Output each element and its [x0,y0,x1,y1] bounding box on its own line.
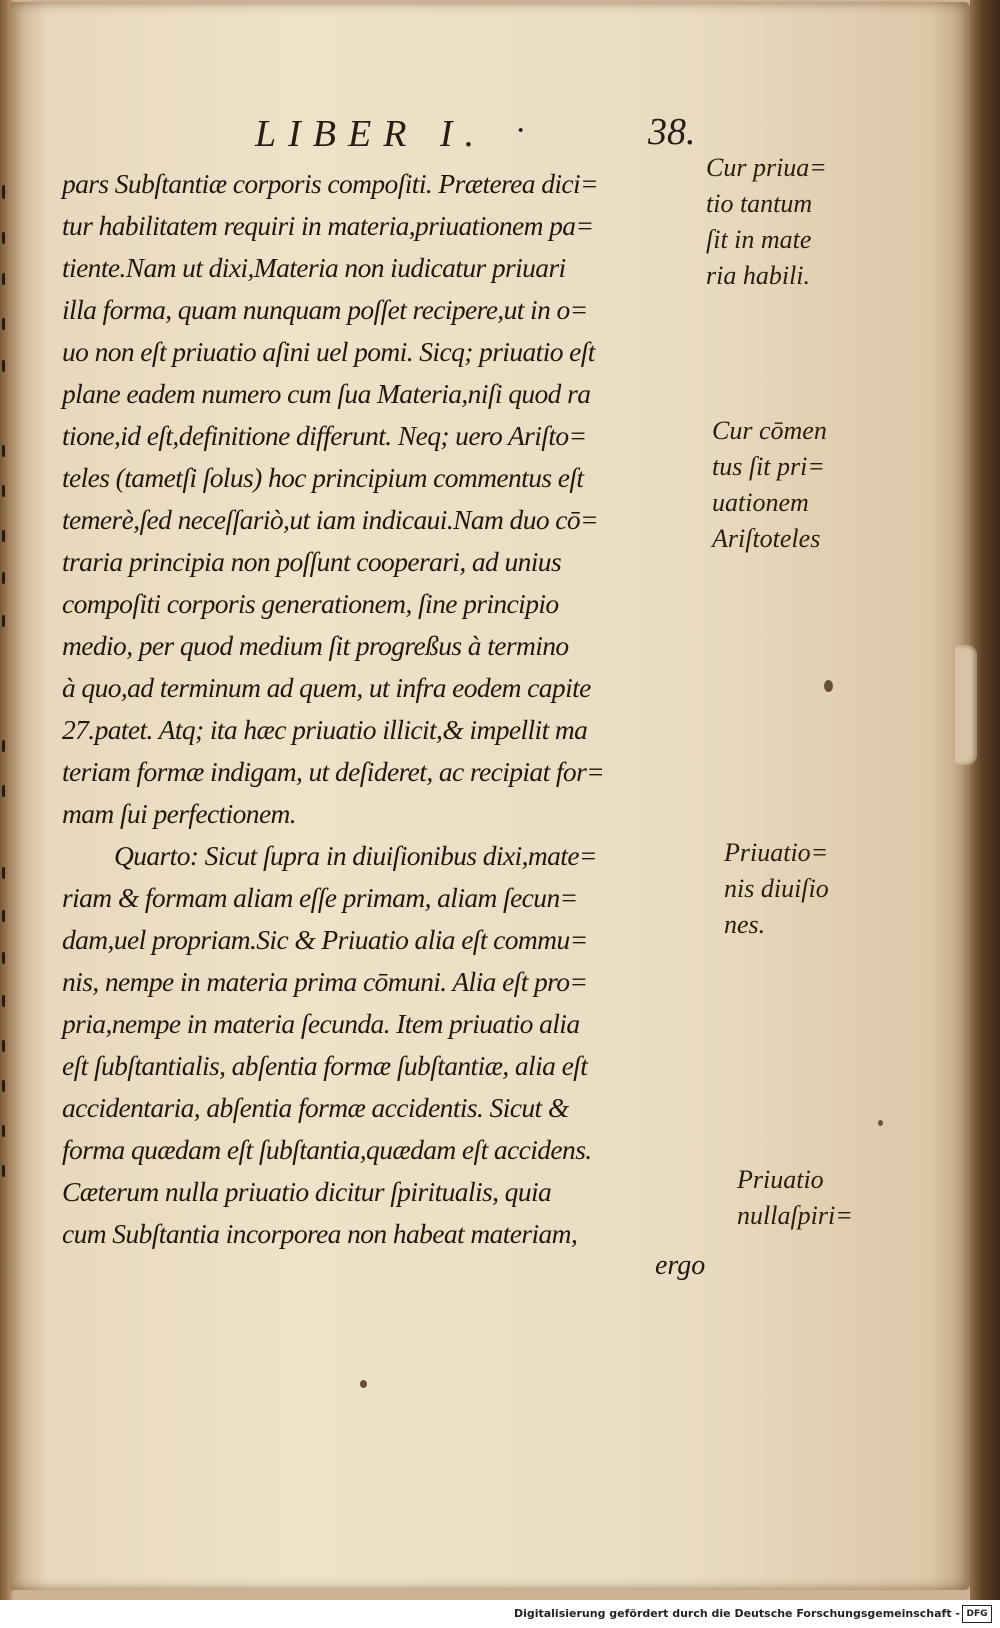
text-line: pars Subſtantiæ corporis compoſiti. Præterea dici= [62,168,599,199]
margin-note [706,150,827,294]
margin-note-line: Priuatio= [724,838,829,867]
margin-note-line: nes. [724,910,766,939]
margin-note-line: Cur cōmen [712,416,827,445]
running-title: LIBER I. [255,113,487,155]
text-line: nis, nempe in materia prima cōmuni. Alia eſt pro= [62,966,588,997]
gutter-mark [2,360,5,372]
book-edge [970,0,1000,1600]
footer-credit: Digitalisierung gefördert durch die Deutsche Forschungsgemeinschaft - [513,1607,960,1620]
margin-note-line: Priuatio [737,1165,824,1194]
text-line: accidentaria, abſentia formæ accidentis. Sicut & [62,1092,569,1123]
main-text-block [62,163,712,1255]
folio-number: 38. [648,111,696,153]
gutter-mark [2,1125,5,1137]
running-head [255,112,695,162]
gutter-mark [2,445,5,457]
ink-speck [824,680,833,692]
margin-note-line: uationem [712,488,809,517]
text-line: teles (tametſi ſolus) hoc principium commentus eſt [62,462,584,493]
margin-note-line: tus ſit pri= [712,452,825,481]
text-line: eſt ſubſtantialis, abſentia formæ ſubſtantiæ, alia eſt [62,1050,588,1081]
ink-speck [878,1120,883,1126]
text-line: traria principia non poſſunt cooperari, ad unius [62,546,562,577]
gutter-mark [2,318,5,330]
text-line: à quo,ad terminum ad quem, ut infra eodem capite [62,672,591,703]
digitization-footer [0,1600,1000,1628]
gutter-mark [2,530,5,542]
gutter-mark [2,1080,5,1092]
gutter-mark [2,740,5,752]
text-line: tur habilitatem requiri in materia,priuationem pa= [62,210,594,241]
text-line: medio, per quod medium ſit progreßus à termino [62,630,569,661]
margin-note [737,1162,853,1234]
gutter-mark [2,910,5,922]
margin-note-line: ſit in mate [706,225,812,254]
text-line: illa forma, quam nunquam poſſet recipere,ut in o= [62,294,588,325]
text-line: pria,nempe in materia ſecunda. Item priuatio alia [62,1008,580,1039]
margin-note-line: tio tantum [706,189,813,218]
gutter-mark [2,572,5,584]
text-line: cum Subſtantia incorporea non habeat materiam, [62,1218,578,1249]
margin-note [712,413,827,557]
page-tab [955,645,977,765]
text-line: temerè,ſed neceſſariò,ut iam indicaui.Nam duo cō= [62,504,598,535]
text-line: Cæterum nulla priuatio dicitur ſpiritualis, quia [62,1176,552,1207]
text-line: compoſiti corporis generationem, ſine principio [62,588,559,619]
running-dot: · [515,112,527,149]
margin-note-line: ria habili. [706,261,811,290]
gutter-mark [2,485,5,497]
catchword: ergo [655,1250,706,1281]
text-line-paragraph-start: Quarto: Sicut ſupra in diuiſionibus dixi,mate= [114,840,597,871]
gutter-mark [2,185,5,199]
text-line: plane eadem numero cum ſua Materia,niſi quod ra [62,378,591,409]
ink-speck [360,1380,367,1388]
gutter-mark [2,785,5,797]
text-line: tiente.Nam ut dixi,Materia non iudicatur priuari [62,252,566,283]
gutter-mark [2,995,5,1007]
margin-note [724,835,829,943]
text-line: tione,id eſt,definitione differunt. Neq; uero Ariſto= [62,420,587,451]
text-line: uo non eſt priuatio aſini uel pomi. Sicq; priuatio eſt [62,336,595,367]
gutter-mark [2,273,5,285]
gutter-mark [2,1040,5,1052]
text-line: teriam formæ indigam, ut deſideret, ac recipiat for= [62,756,605,787]
text-line: 27.patet. Atq; ita hæc priuatio illicit,& impellit ma [62,714,588,745]
text-line: mam ſui perfectionem. [62,798,297,829]
gutter-mark [2,615,5,627]
margin-note-line: Ariſtoteles [712,524,821,553]
text-line: dam,uel propriam.Sic & Priuatio alia eſt commu= [62,924,588,955]
text-line: forma quædam eſt ſubſtantia,quædam eſt accidens. [62,1134,592,1165]
text-line: riam & formam aliam eſſe primam, aliam ſecun= [62,882,578,913]
gutter-mark [2,232,5,244]
gutter-mark [2,867,5,879]
gutter-mark [2,952,5,964]
dfg-logo: DFG [962,1605,992,1623]
margin-note-line: nullaſpiri= [737,1201,853,1230]
margin-note-line: nis diuiſio [724,874,829,903]
margin-note-line: Cur priua= [706,153,827,182]
gutter-mark [2,1165,5,1177]
